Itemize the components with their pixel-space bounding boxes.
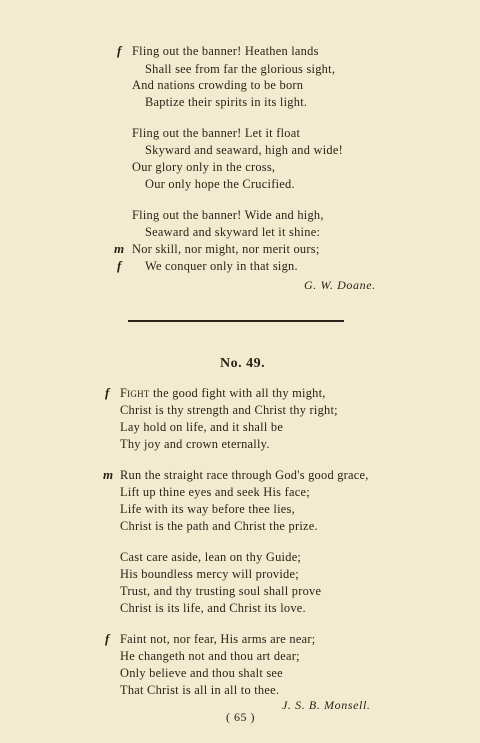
dynamic-mark-forte: f: [105, 631, 110, 646]
verse-line: He changeth not and thou art dear;: [120, 649, 300, 663]
dynamic-mark-mezzo: m: [103, 467, 114, 482]
verse-line-first: [120, 385, 326, 401]
hymn-number: No. 49.: [220, 356, 266, 371]
verse-line: Our only hope the Crucified.: [145, 177, 295, 191]
verse-line: Life with its way before thee lies,: [120, 502, 295, 516]
dynamic-mark-forte: f: [117, 258, 122, 273]
verse-line: Skyward and seaward, high and wide!: [145, 143, 343, 157]
verse-line: Run the straight race through God's good grace,: [120, 468, 369, 482]
verse-line: Nor skill, nor might, nor merit ours;: [132, 242, 320, 256]
verse-line-rest: the good fight with all thy might,: [149, 386, 326, 400]
verse-line: Trust, and thy trusting soul shall prove: [120, 584, 322, 598]
hymn-author: G. W. Doane.: [304, 278, 376, 292]
verse-line: We conquer only in that sign.: [145, 259, 298, 273]
dynamic-mark-forte: f: [105, 385, 110, 400]
verse-line: Christ is its life, and Christ its love.: [120, 601, 306, 615]
verse-line: Baptize their spirits in its light.: [145, 95, 308, 109]
verse-line: Our glory only in the cross,: [132, 160, 276, 174]
dynamic-mark-mezzo: m: [114, 241, 125, 256]
opening-word: Fight: [120, 386, 150, 400]
verse-line: Lay hold on life, and it shall be: [120, 420, 284, 434]
verse-line: Fling out the banner! Let it float: [132, 126, 301, 140]
page-number: ( 65 ): [226, 710, 255, 724]
verse-line: Lift up thine eyes and seek His face;: [120, 485, 310, 499]
hymn-author: J. S. B. Monsell.: [282, 698, 371, 712]
verse-line: Shall see from far the glorious sight,: [145, 62, 336, 76]
verse-line: Fling out the banner! Heathen lands: [132, 44, 319, 58]
verse-line: And nations crowding to be born: [132, 78, 304, 92]
section-divider: [128, 319, 344, 323]
verse-line: Christ is thy strength and Christ thy right;: [120, 403, 338, 417]
verse-line: Faint not, nor fear, His arms are near;: [120, 632, 316, 646]
verse-line: Seaward and skyward let it shine:: [145, 225, 321, 239]
verse-line: His boundless mercy will provide;: [120, 567, 299, 581]
verse-line: Cast care aside, lean on thy Guide;: [120, 550, 302, 564]
verse-line: Only believe and thou shalt see: [120, 666, 283, 680]
verse-line: That Christ is all in all to thee.: [120, 683, 280, 697]
verse-line: Christ is the path and Christ the prize.: [120, 519, 318, 533]
dynamic-mark-forte: f: [117, 43, 122, 58]
verse-line: Fling out the banner! Wide and high,: [132, 208, 324, 222]
verse-line: Thy joy and crown eternally.: [120, 437, 270, 451]
